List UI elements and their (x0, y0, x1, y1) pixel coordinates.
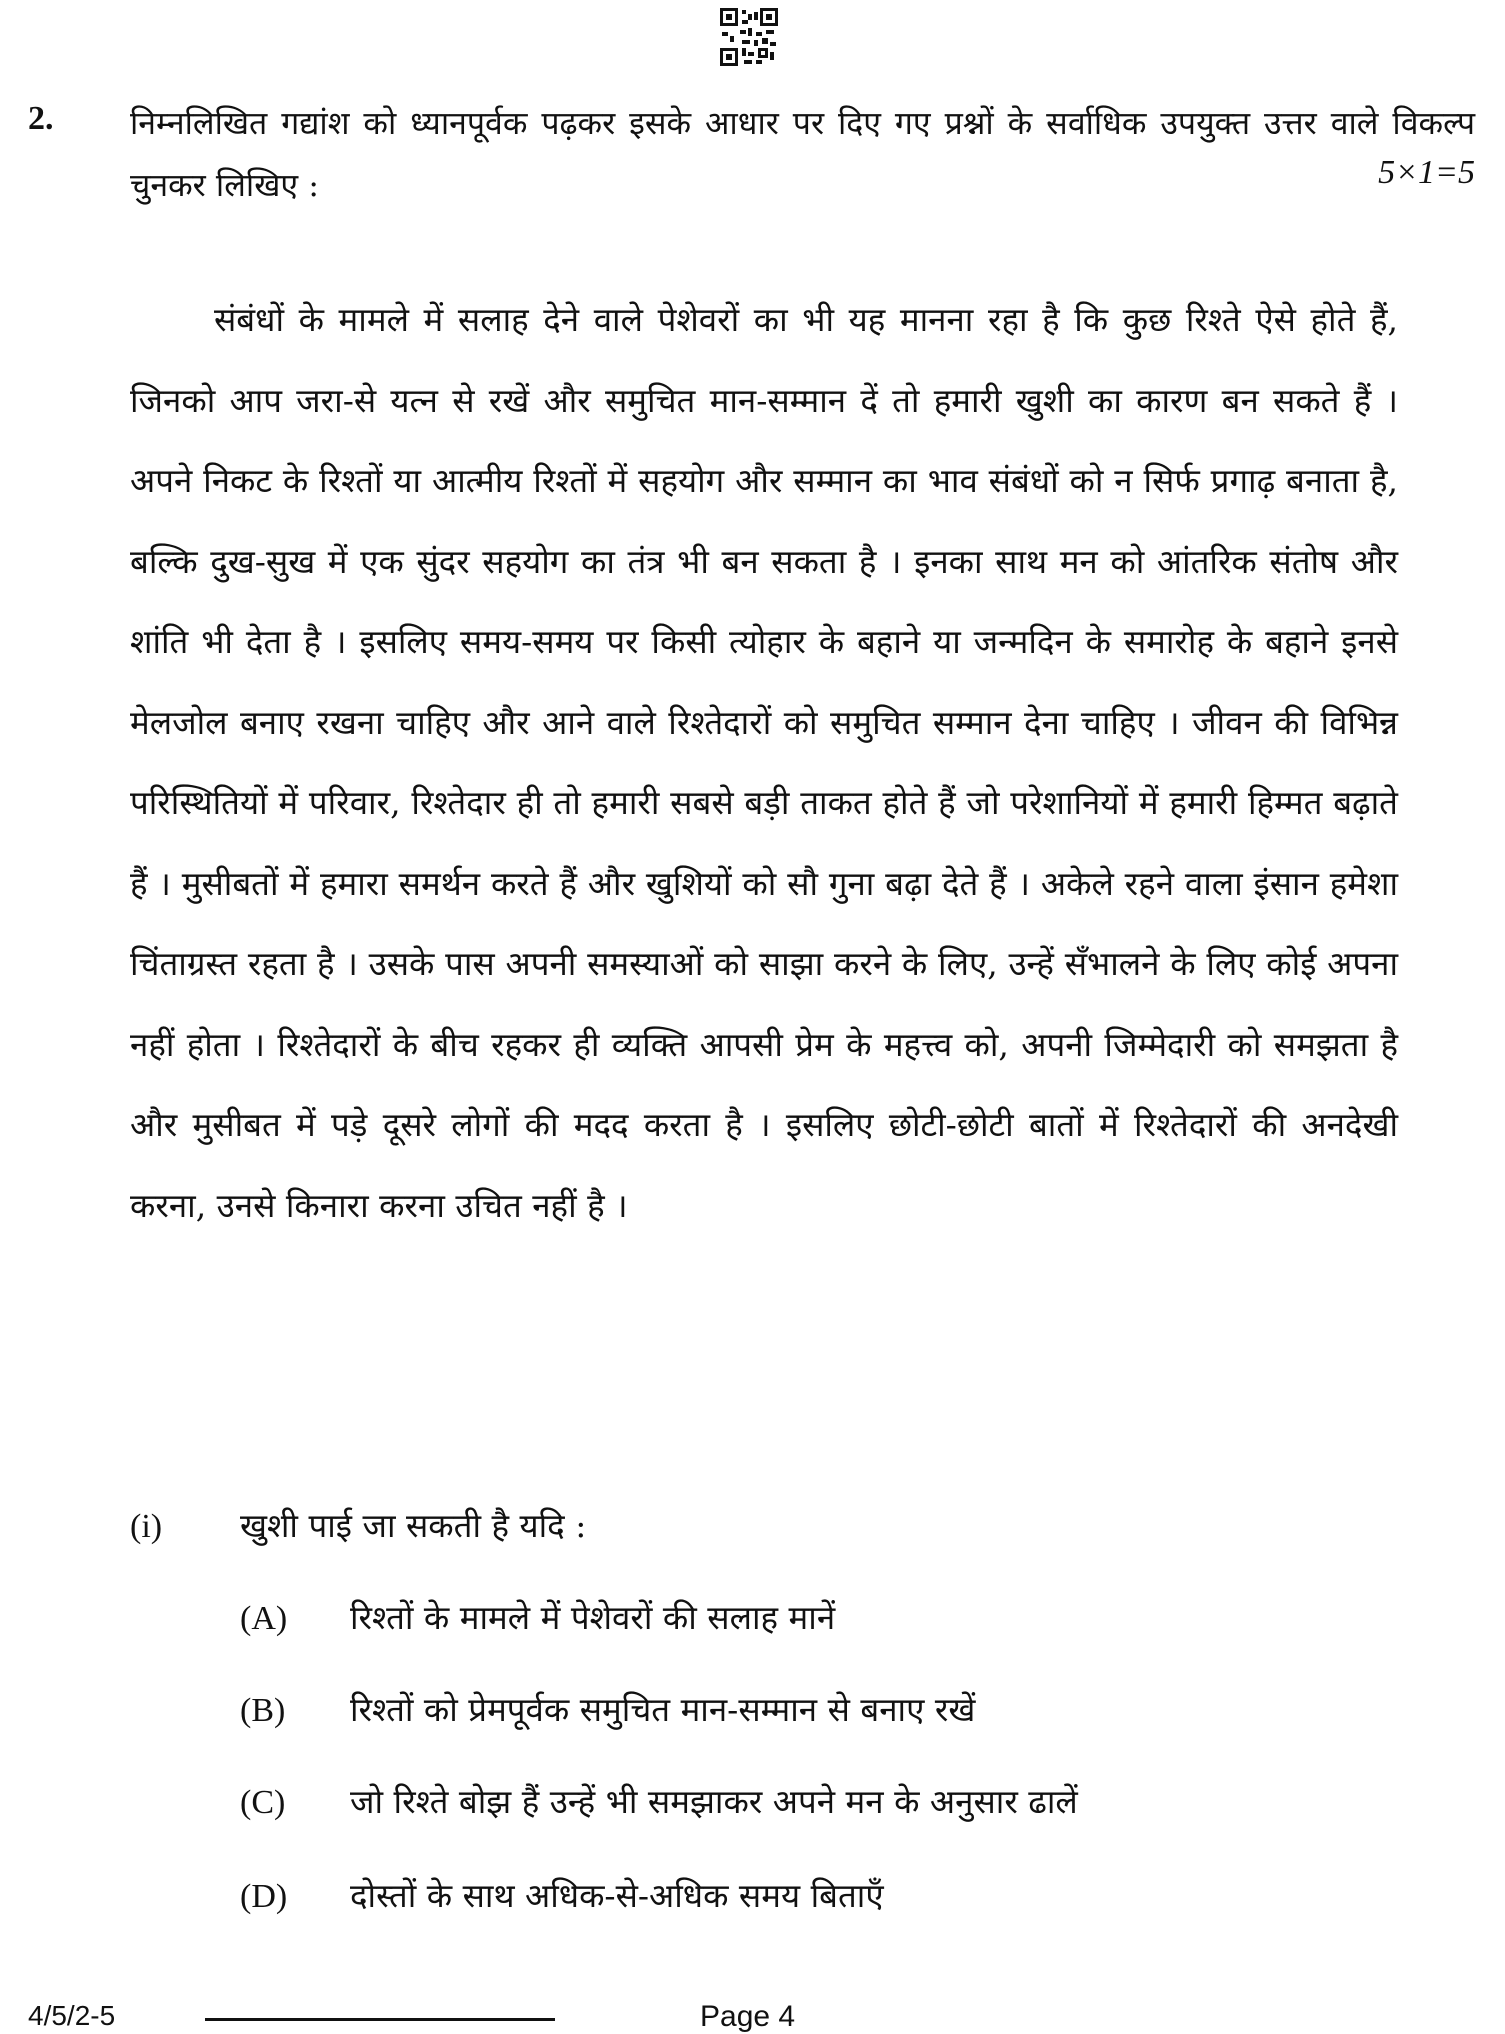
page-number: Page 4 (700, 2000, 796, 2033)
option-d (240, 1866, 884, 1927)
option-text: रिश्तों को प्रेमपूर्वक समुचित मान-सम्मान से बनाए रखें (350, 1690, 976, 1729)
option-label: (A) (240, 1600, 288, 1637)
footer-divider (205, 2018, 555, 2021)
option-text: जो रिश्ते बोझ हैं उन्हें भी समझाकर अपने मन के अनुसार ढालें (350, 1782, 1078, 1821)
question-instruction: निम्नलिखित गद्यांश को ध्यानपूर्वक पढ़कर इसके आधार पर दिए गए प्रश्नों के सर्वाधिक उपयुक्त उत्तर वाले विकल्प चुनकर लिखिए : (130, 104, 1475, 204)
question-number: 2. (28, 100, 54, 137)
option-a (240, 1588, 835, 1649)
marks-allocation: 5×1=5 (1378, 154, 1475, 191)
option-text: रिश्तों के मामले में पेशेवरों की सलाह मानें (350, 1598, 836, 1637)
option-c (240, 1772, 1078, 1833)
qr-code-icon (720, 8, 778, 66)
sub-question-number: (i) (130, 1508, 163, 1545)
option-label: (C) (240, 1784, 286, 1821)
paper-code: 4/5/2-5 (28, 2000, 116, 2031)
sub-question-text: खुशी पाई जा सकती है यदि : (240, 1506, 587, 1545)
sub-question (130, 1496, 586, 1557)
option-b (240, 1680, 975, 1741)
option-label: (B) (240, 1692, 286, 1729)
option-text: दोस्तों के साथ अधिक-से-अधिक समय बिताएँ (350, 1876, 884, 1915)
reading-passage: संबंधों के मामले में सलाह देने वाले पेशेवरों का भी यह मानना रहा है कि कुछ रिश्ते ऐसे होते हैं, जिनको आप जरा-से यत्न से रखें और समुचित मान-सम्मान दें तो हमारी खुशी का कारण बन सकते हैं । अपने निकट के रिश्तों या आत्मीय रिश्तों में सहयोग और सम्मान का भाव संबंधों को न सिर्फ प्रगाढ़ बनाता है, बल्कि दुख-सुख में एक सुंदर सहयोग का तंत्र भी बन सकता है । इनका साथ मन को आंतरिक संतोष और शांति भी देता है । इसलिए समय-समय पर किसी त्योहार के बहाने या जन्मदिन के समारोह के बहाने इनसे मेलजोल बनाए रखना चाहिए और आने वाले रिश्तेदारों को समुचित सम्मान देना चाहिए । जीवन की विभिन्न परिस्थितियों में परिवार, रिश्तेदार ही तो हमारी सबसे बड़ी ताकत होते हैं जो परेशानियों में हमारी हिम्मत बढ़ाते हैं । मुसीबतों में हमारा समर्थन करते हैं और खुशियों को सौ गुना बढ़ा देते हैं । अकेले रहने वाला इंसान हमेशा चिंताग्रस्त रहता है । उसके पास अपनी समस्याओं को साझा करने के लिए, उन्हें सँभालने के लिए कोई अपना नहीं होता । रिश्तेदारों के बीच रहकर ही व्यक्ति आपसी प्रेम के महत्त्व को, अपनी जिम्मेदारी को समझता है और मुसीबत में पड़े दूसरे लोगों की मदद करता है । इसलिए छोटी-छोटी बातों में रिश्तेदारों की अनदेखी करना, उनसे किनारा करना उचित नहीं है । (130, 300, 1398, 1225)
option-label: (D) (240, 1878, 288, 1915)
